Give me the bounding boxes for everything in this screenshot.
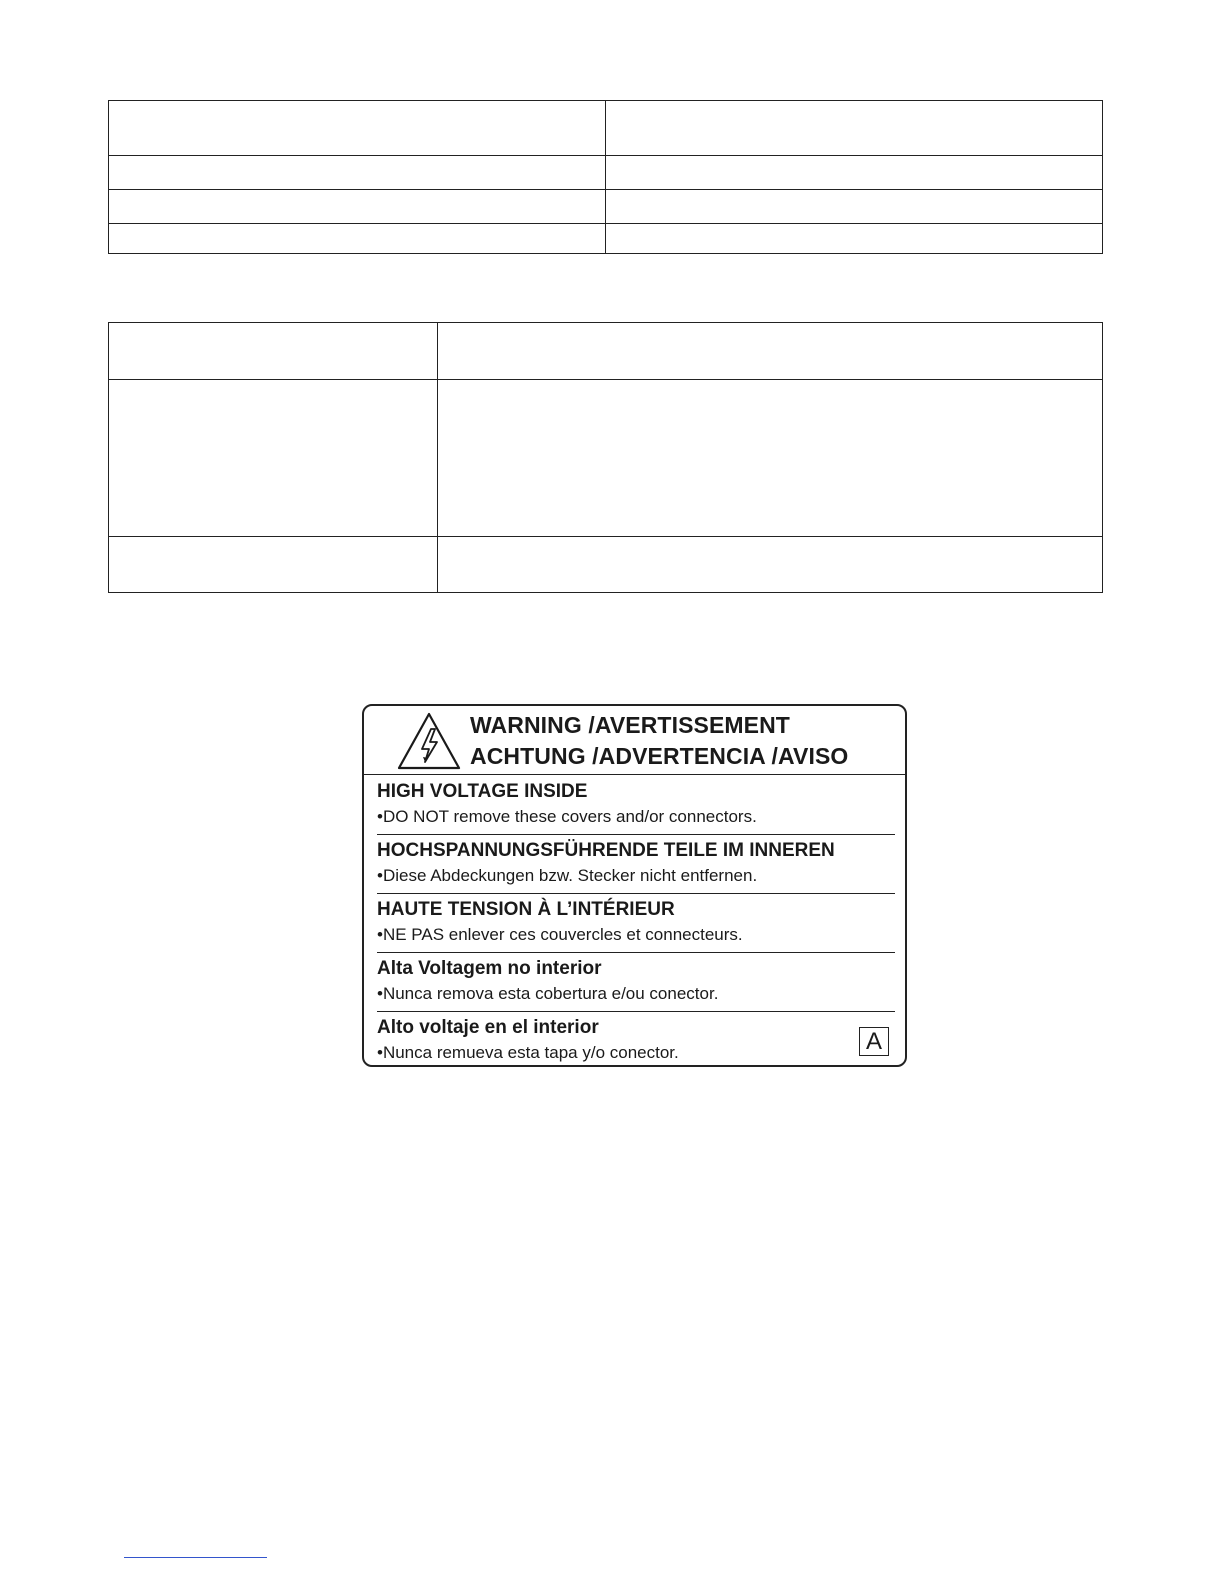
warning-label-header (364, 706, 905, 775)
table-row (109, 156, 1103, 190)
section-bullet: •Nunca remueva esta tapa y/o conector. (377, 1043, 679, 1062)
section-bullet: •Diese Abdeckungen bzw. Stecker nicht entfernen. (377, 866, 758, 885)
warning-header-line-2: ACHTUNG /ADVERTENCIA /AVISO (470, 743, 849, 769)
table-cell (109, 101, 606, 156)
section-bullet: •NE PAS enlever ces couvercles et connecteurs. (377, 925, 743, 944)
table-row (109, 537, 1103, 593)
table-row (109, 190, 1103, 224)
table-cell (109, 380, 438, 537)
section-bullet: •DO NOT remove these covers and/or connectors. (377, 807, 757, 826)
table-cell (438, 537, 1103, 593)
warning-section-german (377, 834, 895, 894)
label-corner-mark: A (859, 1027, 889, 1056)
table-cell (606, 156, 1103, 190)
section-title: Alto voltaje en el interior (377, 1017, 599, 1038)
table-cell (109, 224, 606, 254)
warning-section-french (377, 893, 895, 953)
table-row (109, 380, 1103, 537)
table-cell (606, 224, 1103, 254)
warning-section-english (377, 775, 895, 835)
table-row (109, 101, 1103, 156)
table-row (109, 323, 1103, 380)
section-bullet: •Nunca remova esta cobertura e/ou conector. (377, 984, 719, 1003)
table-cell (109, 323, 438, 380)
warning-section-portuguese (377, 952, 895, 1012)
section-title: HOCHSPANNUNGSFÜHRENDE TEILE IM INNEREN (377, 840, 835, 861)
high-voltage-warning-icon (396, 711, 462, 771)
section-title: HAUTE TENSION À L’INTÉRIEUR (377, 899, 675, 920)
section-title: Alta Voltagem no interior (377, 958, 602, 979)
table-row (109, 224, 1103, 254)
spec-table-2 (108, 322, 1103, 593)
table-cell (606, 190, 1103, 224)
high-voltage-warning-label (362, 704, 907, 1067)
warning-section-spanish (377, 1011, 895, 1067)
spec-table-1 (108, 100, 1103, 254)
footer-rule (124, 1557, 267, 1558)
table-cell (109, 537, 438, 593)
table-cell (109, 156, 606, 190)
table-cell (438, 380, 1103, 537)
table-cell (606, 101, 1103, 156)
section-title: HIGH VOLTAGE INSIDE (377, 781, 588, 802)
table-cell (109, 190, 606, 224)
warning-header-line-1: WARNING /AVERTISSEMENT (470, 712, 790, 738)
table-cell (438, 323, 1103, 380)
